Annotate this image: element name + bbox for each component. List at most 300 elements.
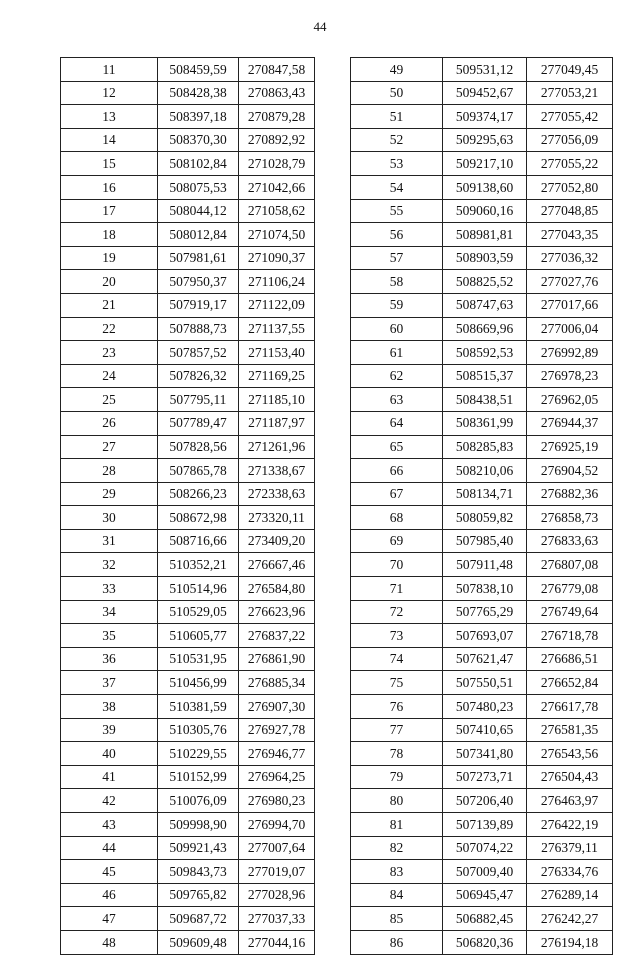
x-coordinate-cell: 507795,11 <box>158 388 239 412</box>
point-number-cell: 49 <box>351 58 443 82</box>
point-number-cell: 78 <box>351 742 443 766</box>
point-number-cell: 34 <box>61 600 158 624</box>
y-coordinate-cell: 276992,89 <box>527 341 613 365</box>
y-coordinate-cell: 271074,50 <box>239 223 315 247</box>
coordinates-table-left <box>60 57 315 955</box>
y-coordinate-cell: 277028,96 <box>239 883 315 907</box>
x-coordinate-cell: 507981,61 <box>158 246 239 270</box>
table-row <box>351 435 613 459</box>
table-row <box>61 765 315 789</box>
table-row <box>351 860 613 884</box>
point-number-cell: 79 <box>351 765 443 789</box>
point-number-cell: 45 <box>61 860 158 884</box>
y-coordinate-cell: 276925,19 <box>527 435 613 459</box>
y-coordinate-cell: 276837,22 <box>239 624 315 648</box>
y-coordinate-cell: 276543,56 <box>527 742 613 766</box>
point-number-cell: 62 <box>351 364 443 388</box>
point-number-cell: 30 <box>61 506 158 530</box>
x-coordinate-cell: 507950,37 <box>158 270 239 294</box>
y-coordinate-cell: 270847,58 <box>239 58 315 82</box>
point-number-cell: 42 <box>61 789 158 813</box>
table-row <box>61 199 315 223</box>
table-row <box>61 105 315 129</box>
x-coordinate-cell: 508825,52 <box>443 270 527 294</box>
table-row <box>61 270 315 294</box>
x-coordinate-cell: 507550,51 <box>443 671 527 695</box>
table-row <box>351 223 613 247</box>
page-number: 44 <box>313 19 327 34</box>
x-coordinate-cell: 508285,83 <box>443 435 527 459</box>
y-coordinate-cell: 273409,20 <box>239 529 315 553</box>
x-coordinate-cell: 509765,82 <box>158 883 239 907</box>
x-coordinate-cell: 508438,51 <box>443 388 527 412</box>
table-row <box>351 742 613 766</box>
table-row <box>61 789 315 813</box>
point-number-cell: 63 <box>351 388 443 412</box>
table-row <box>61 577 315 601</box>
x-coordinate-cell: 508075,53 <box>158 175 239 199</box>
point-number-cell: 58 <box>351 270 443 294</box>
point-number-cell: 37 <box>61 671 158 695</box>
point-number-cell: 22 <box>61 317 158 341</box>
x-coordinate-cell: 509138,60 <box>443 175 527 199</box>
point-number-cell: 75 <box>351 671 443 695</box>
y-coordinate-cell: 276718,78 <box>527 624 613 648</box>
y-coordinate-cell: 276422,19 <box>527 813 613 837</box>
point-number-cell: 28 <box>61 459 158 483</box>
table-row <box>351 175 613 199</box>
x-coordinate-cell: 510531,95 <box>158 647 239 671</box>
point-number-cell: 14 <box>61 128 158 152</box>
y-coordinate-cell: 277055,22 <box>527 152 613 176</box>
y-coordinate-cell: 276617,78 <box>527 695 613 719</box>
point-number-cell: 66 <box>351 459 443 483</box>
x-coordinate-cell: 509998,90 <box>158 813 239 837</box>
table-row <box>61 506 315 530</box>
x-coordinate-cell: 506882,45 <box>443 907 527 931</box>
x-coordinate-cell: 510152,99 <box>158 765 239 789</box>
x-coordinate-cell: 507911,48 <box>443 553 527 577</box>
y-coordinate-cell: 277043,35 <box>527 223 613 247</box>
point-number-cell: 81 <box>351 813 443 837</box>
x-coordinate-cell: 508428,38 <box>158 81 239 105</box>
table-row <box>61 128 315 152</box>
y-coordinate-cell: 276194,18 <box>527 930 613 954</box>
x-coordinate-cell: 507828,56 <box>158 435 239 459</box>
point-number-cell: 43 <box>61 813 158 837</box>
y-coordinate-cell: 271153,40 <box>239 341 315 365</box>
y-coordinate-cell: 271338,67 <box>239 459 315 483</box>
y-coordinate-cell: 276962,05 <box>527 388 613 412</box>
table-row <box>61 529 315 553</box>
table-row <box>61 742 315 766</box>
table-row <box>351 293 613 317</box>
point-number-cell: 17 <box>61 199 158 223</box>
x-coordinate-cell: 509217,10 <box>443 152 527 176</box>
coordinates-table-right-body <box>351 58 613 955</box>
point-number-cell: 76 <box>351 695 443 719</box>
point-number-cell: 67 <box>351 482 443 506</box>
y-coordinate-cell: 277048,85 <box>527 199 613 223</box>
table-row <box>351 765 613 789</box>
y-coordinate-cell: 276904,52 <box>527 459 613 483</box>
point-number-cell: 38 <box>61 695 158 719</box>
table-row <box>351 341 613 365</box>
point-number-cell: 31 <box>61 529 158 553</box>
table-row <box>61 836 315 860</box>
x-coordinate-cell: 508459,59 <box>158 58 239 82</box>
y-coordinate-cell: 273320,11 <box>239 506 315 530</box>
table-row <box>61 246 315 270</box>
table-row <box>61 907 315 931</box>
y-coordinate-cell: 276584,80 <box>239 577 315 601</box>
point-number-cell: 13 <box>61 105 158 129</box>
point-number-cell: 48 <box>61 930 158 954</box>
table-row <box>351 600 613 624</box>
x-coordinate-cell: 508370,30 <box>158 128 239 152</box>
point-number-cell: 35 <box>61 624 158 648</box>
table-row <box>61 695 315 719</box>
table-row <box>351 671 613 695</box>
table-row <box>351 388 613 412</box>
y-coordinate-cell: 271122,09 <box>239 293 315 317</box>
point-number-cell: 74 <box>351 647 443 671</box>
x-coordinate-cell: 507865,78 <box>158 459 239 483</box>
y-coordinate-cell: 276978,23 <box>527 364 613 388</box>
point-number-cell: 33 <box>61 577 158 601</box>
point-number-cell: 54 <box>351 175 443 199</box>
x-coordinate-cell: 507765,29 <box>443 600 527 624</box>
y-coordinate-cell: 277044,16 <box>239 930 315 954</box>
point-number-cell: 11 <box>61 58 158 82</box>
table-row <box>351 246 613 270</box>
y-coordinate-cell: 271058,62 <box>239 199 315 223</box>
point-number-cell: 59 <box>351 293 443 317</box>
table-row <box>351 813 613 837</box>
table-row <box>61 671 315 695</box>
x-coordinate-cell: 510514,96 <box>158 577 239 601</box>
x-coordinate-cell: 508210,06 <box>443 459 527 483</box>
x-coordinate-cell: 510456,99 <box>158 671 239 695</box>
y-coordinate-cell: 276242,27 <box>527 907 613 931</box>
y-coordinate-cell: 277019,07 <box>239 860 315 884</box>
x-coordinate-cell: 507206,40 <box>443 789 527 813</box>
y-coordinate-cell: 276944,37 <box>527 411 613 435</box>
x-coordinate-cell: 507009,40 <box>443 860 527 884</box>
y-coordinate-cell: 271028,79 <box>239 152 315 176</box>
y-coordinate-cell: 277036,32 <box>527 246 613 270</box>
table-row <box>351 152 613 176</box>
point-number-cell: 46 <box>61 883 158 907</box>
table-row <box>61 152 315 176</box>
table-row <box>61 459 315 483</box>
y-coordinate-cell: 271169,25 <box>239 364 315 388</box>
table-row <box>351 718 613 742</box>
table-row <box>351 270 613 294</box>
point-number-cell: 70 <box>351 553 443 577</box>
table-row <box>61 435 315 459</box>
y-coordinate-cell: 276334,76 <box>527 860 613 884</box>
x-coordinate-cell: 507621,47 <box>443 647 527 671</box>
y-coordinate-cell: 277027,76 <box>527 270 613 294</box>
point-number-cell: 72 <box>351 600 443 624</box>
point-number-cell: 25 <box>61 388 158 412</box>
point-number-cell: 50 <box>351 81 443 105</box>
x-coordinate-cell: 508102,84 <box>158 152 239 176</box>
table-row <box>61 175 315 199</box>
y-coordinate-cell: 270892,92 <box>239 128 315 152</box>
y-coordinate-cell: 277053,21 <box>527 81 613 105</box>
y-coordinate-cell: 270863,43 <box>239 81 315 105</box>
point-number-cell: 16 <box>61 175 158 199</box>
y-coordinate-cell: 277052,80 <box>527 175 613 199</box>
y-coordinate-cell: 276833,63 <box>527 529 613 553</box>
y-coordinate-cell: 271137,55 <box>239 317 315 341</box>
table-row <box>61 624 315 648</box>
point-number-cell: 73 <box>351 624 443 648</box>
point-number-cell: 40 <box>61 742 158 766</box>
x-coordinate-cell: 507480,23 <box>443 695 527 719</box>
table-row <box>351 529 613 553</box>
x-coordinate-cell: 508669,96 <box>443 317 527 341</box>
table-row <box>61 341 315 365</box>
x-coordinate-cell: 508515,37 <box>443 364 527 388</box>
table-row <box>61 223 315 247</box>
x-coordinate-cell: 510352,21 <box>158 553 239 577</box>
table-row <box>351 647 613 671</box>
table-row <box>61 930 315 954</box>
table-row <box>351 836 613 860</box>
x-coordinate-cell: 508981,81 <box>443 223 527 247</box>
point-number-cell: 82 <box>351 836 443 860</box>
table-row <box>351 128 613 152</box>
x-coordinate-cell: 507139,89 <box>443 813 527 837</box>
table-row <box>61 81 315 105</box>
table-row <box>61 293 315 317</box>
point-number-cell: 15 <box>61 152 158 176</box>
table-row <box>351 81 613 105</box>
table-row <box>351 317 613 341</box>
y-coordinate-cell: 271261,96 <box>239 435 315 459</box>
x-coordinate-cell: 509060,16 <box>443 199 527 223</box>
point-number-cell: 12 <box>61 81 158 105</box>
x-coordinate-cell: 509452,67 <box>443 81 527 105</box>
point-number-cell: 23 <box>61 341 158 365</box>
y-coordinate-cell: 276289,14 <box>527 883 613 907</box>
point-number-cell: 56 <box>351 223 443 247</box>
x-coordinate-cell: 507789,47 <box>158 411 239 435</box>
x-coordinate-cell: 510381,59 <box>158 695 239 719</box>
table-row <box>351 624 613 648</box>
x-coordinate-cell: 507857,52 <box>158 341 239 365</box>
x-coordinate-cell: 507826,32 <box>158 364 239 388</box>
y-coordinate-cell: 277055,42 <box>527 105 613 129</box>
y-coordinate-cell: 276927,78 <box>239 718 315 742</box>
point-number-cell: 41 <box>61 765 158 789</box>
y-coordinate-cell: 276980,23 <box>239 789 315 813</box>
x-coordinate-cell: 508134,71 <box>443 482 527 506</box>
x-coordinate-cell: 510229,55 <box>158 742 239 766</box>
table-row <box>351 58 613 82</box>
point-number-cell: 69 <box>351 529 443 553</box>
table-row <box>61 883 315 907</box>
table-row <box>351 105 613 129</box>
table-row <box>61 813 315 837</box>
y-coordinate-cell: 276504,43 <box>527 765 613 789</box>
table-row <box>351 907 613 931</box>
y-coordinate-cell: 271185,10 <box>239 388 315 412</box>
y-coordinate-cell: 276964,25 <box>239 765 315 789</box>
table-row <box>351 506 613 530</box>
y-coordinate-cell: 277007,64 <box>239 836 315 860</box>
point-number-cell: 20 <box>61 270 158 294</box>
table-row <box>351 553 613 577</box>
x-coordinate-cell: 508059,82 <box>443 506 527 530</box>
y-coordinate-cell: 276779,08 <box>527 577 613 601</box>
point-number-cell: 86 <box>351 930 443 954</box>
x-coordinate-cell: 507410,65 <box>443 718 527 742</box>
y-coordinate-cell: 271042,66 <box>239 175 315 199</box>
table-row <box>351 411 613 435</box>
point-number-cell: 77 <box>351 718 443 742</box>
x-coordinate-cell: 508012,84 <box>158 223 239 247</box>
point-number-cell: 47 <box>61 907 158 931</box>
x-coordinate-cell: 508266,23 <box>158 482 239 506</box>
y-coordinate-cell: 276379,11 <box>527 836 613 860</box>
point-number-cell: 71 <box>351 577 443 601</box>
x-coordinate-cell: 509295,63 <box>443 128 527 152</box>
y-coordinate-cell: 272338,63 <box>239 482 315 506</box>
x-coordinate-cell: 508397,18 <box>158 105 239 129</box>
y-coordinate-cell: 276581,35 <box>527 718 613 742</box>
y-coordinate-cell: 276667,46 <box>239 553 315 577</box>
table-row <box>61 411 315 435</box>
point-number-cell: 26 <box>61 411 158 435</box>
x-coordinate-cell: 509531,12 <box>443 58 527 82</box>
y-coordinate-cell: 276994,70 <box>239 813 315 837</box>
y-coordinate-cell: 271090,37 <box>239 246 315 270</box>
point-number-cell: 80 <box>351 789 443 813</box>
x-coordinate-cell: 508716,66 <box>158 529 239 553</box>
x-coordinate-cell: 507888,73 <box>158 317 239 341</box>
point-number-cell: 60 <box>351 317 443 341</box>
x-coordinate-cell: 509609,48 <box>158 930 239 954</box>
x-coordinate-cell: 508672,98 <box>158 506 239 530</box>
y-coordinate-cell: 277049,45 <box>527 58 613 82</box>
y-coordinate-cell: 276861,90 <box>239 647 315 671</box>
x-coordinate-cell: 510529,05 <box>158 600 239 624</box>
table-row <box>351 789 613 813</box>
y-coordinate-cell: 271187,97 <box>239 411 315 435</box>
table-row <box>61 718 315 742</box>
x-coordinate-cell: 508044,12 <box>158 199 239 223</box>
x-coordinate-cell: 508747,63 <box>443 293 527 317</box>
x-coordinate-cell: 507341,80 <box>443 742 527 766</box>
table-row <box>351 577 613 601</box>
y-coordinate-cell: 276686,51 <box>527 647 613 671</box>
table-row <box>351 883 613 907</box>
table-row <box>61 317 315 341</box>
y-coordinate-cell: 276885,34 <box>239 671 315 695</box>
point-number-cell: 39 <box>61 718 158 742</box>
table-row <box>351 459 613 483</box>
y-coordinate-cell: 276463,97 <box>527 789 613 813</box>
y-coordinate-cell: 271106,24 <box>239 270 315 294</box>
point-number-cell: 83 <box>351 860 443 884</box>
y-coordinate-cell: 276907,30 <box>239 695 315 719</box>
point-number-cell: 85 <box>351 907 443 931</box>
coordinates-table-right <box>350 57 613 955</box>
point-number-cell: 18 <box>61 223 158 247</box>
x-coordinate-cell: 508361,99 <box>443 411 527 435</box>
table-row <box>351 364 613 388</box>
point-number-cell: 84 <box>351 883 443 907</box>
point-number-cell: 55 <box>351 199 443 223</box>
coordinates-table-left-body <box>61 58 315 955</box>
y-coordinate-cell: 270879,28 <box>239 105 315 129</box>
point-number-cell: 24 <box>61 364 158 388</box>
point-number-cell: 27 <box>61 435 158 459</box>
table-row <box>61 58 315 82</box>
x-coordinate-cell: 506820,36 <box>443 930 527 954</box>
x-coordinate-cell: 507919,17 <box>158 293 239 317</box>
y-coordinate-cell: 277056,09 <box>527 128 613 152</box>
y-coordinate-cell: 276858,73 <box>527 506 613 530</box>
x-coordinate-cell: 509921,43 <box>158 836 239 860</box>
point-number-cell: 19 <box>61 246 158 270</box>
point-number-cell: 36 <box>61 647 158 671</box>
x-coordinate-cell: 507838,10 <box>443 577 527 601</box>
x-coordinate-cell: 508903,59 <box>443 246 527 270</box>
y-coordinate-cell: 276623,96 <box>239 600 315 624</box>
point-number-cell: 44 <box>61 836 158 860</box>
point-number-cell: 51 <box>351 105 443 129</box>
y-coordinate-cell: 277006,04 <box>527 317 613 341</box>
table-row <box>61 482 315 506</box>
point-number-cell: 52 <box>351 128 443 152</box>
y-coordinate-cell: 276749,64 <box>527 600 613 624</box>
table-row <box>61 364 315 388</box>
x-coordinate-cell: 507273,71 <box>443 765 527 789</box>
x-coordinate-cell: 510605,77 <box>158 624 239 648</box>
x-coordinate-cell: 509687,72 <box>158 907 239 931</box>
point-number-cell: 29 <box>61 482 158 506</box>
x-coordinate-cell: 510076,09 <box>158 789 239 813</box>
table-row <box>351 482 613 506</box>
table-row <box>351 695 613 719</box>
table-row <box>61 600 315 624</box>
x-coordinate-cell: 509374,17 <box>443 105 527 129</box>
x-coordinate-cell: 510305,76 <box>158 718 239 742</box>
table-row <box>351 930 613 954</box>
x-coordinate-cell: 509843,73 <box>158 860 239 884</box>
y-coordinate-cell: 276946,77 <box>239 742 315 766</box>
point-number-cell: 65 <box>351 435 443 459</box>
table-row <box>61 647 315 671</box>
y-coordinate-cell: 276807,08 <box>527 553 613 577</box>
x-coordinate-cell: 506945,47 <box>443 883 527 907</box>
y-coordinate-cell: 277037,33 <box>239 907 315 931</box>
point-number-cell: 61 <box>351 341 443 365</box>
x-coordinate-cell: 507074,22 <box>443 836 527 860</box>
point-number-cell: 21 <box>61 293 158 317</box>
y-coordinate-cell: 277017,66 <box>527 293 613 317</box>
table-row <box>351 199 613 223</box>
table-row <box>61 860 315 884</box>
table-row <box>61 553 315 577</box>
table-row <box>61 388 315 412</box>
point-number-cell: 68 <box>351 506 443 530</box>
